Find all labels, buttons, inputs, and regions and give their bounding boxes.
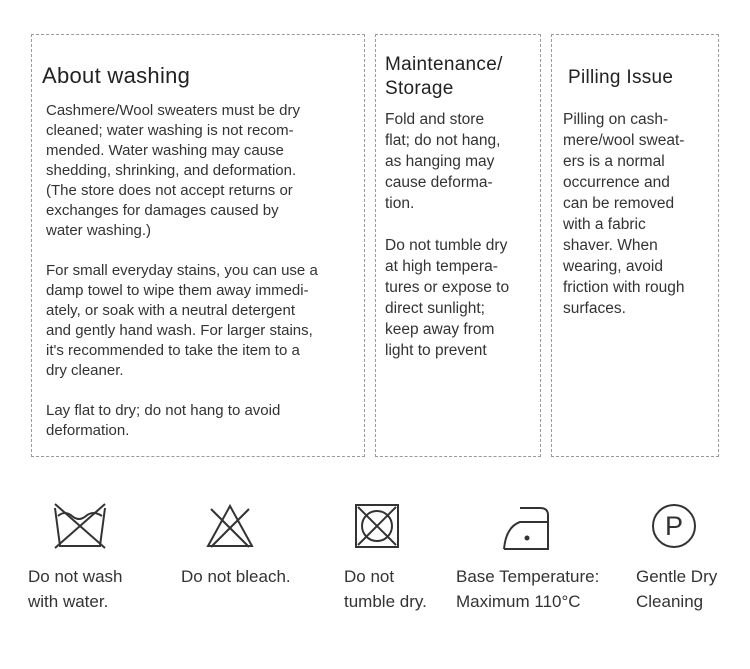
maintenance-paragraph-fold: Fold and store flat; do not hang, as hanging may cause deforma- tion. bbox=[385, 111, 501, 212]
washing-paragraph-stains: For small everyday stains, you can use a damp towel to wipe them away immedi- ately, or soak with a neutral detergent and gently hand wash. For larger stains, it's recommended to take the item to a dry cleaner. bbox=[46, 262, 318, 379]
maintenance-storage-body bbox=[385, 109, 540, 382]
iron-low-temperature-icon bbox=[502, 505, 550, 551]
maintenance-storage-panel bbox=[375, 34, 541, 457]
professional-dry-clean-p-icon bbox=[650, 502, 698, 550]
do-not-tumble-dry-label: Do not tumble dry. bbox=[344, 567, 427, 611]
dry-clean-letter: P bbox=[664, 511, 684, 541]
pilling-paragraph: Pilling on cash- mere/wool sweat- ers is a normal occurrence and can be removed with a fabric shaver. When wearing, avoid friction with rough surfaces. bbox=[563, 111, 685, 317]
maintenance-paragraph-tumble: Do not tumble dry at high tempera- tures or expose to direct sunlight; keep away from light to prevent bbox=[385, 237, 510, 359]
do-not-tumble-dry-icon bbox=[354, 503, 400, 549]
about-washing-body bbox=[46, 101, 366, 461]
about-washing-panel bbox=[31, 34, 365, 457]
do-not-bleach-label: Do not bleach. bbox=[181, 567, 291, 586]
maintenance-storage-title: Maintenance/ Storage bbox=[385, 54, 503, 99]
pilling-issue-panel bbox=[551, 34, 719, 457]
do-not-wash-icon bbox=[52, 500, 108, 550]
pilling-issue-title: Pilling Issue bbox=[568, 67, 674, 88]
do-not-bleach-icon bbox=[205, 503, 255, 549]
washing-paragraph-dry-clean: Cashmere/Wool sweaters must be dry cleaned; water washing is not recom- mended. Water washing may cause shedding, shrinking, and deformation. (The store does not accept returns or exchanges for damages caused by water washing.) bbox=[46, 102, 300, 239]
gentle-dry-clean-label: Gentle Dry Cleaning bbox=[636, 567, 718, 611]
about-washing-title: About washing bbox=[42, 63, 191, 88]
pilling-issue-body bbox=[563, 109, 718, 319]
do-not-wash-label: Do not wash with water. bbox=[28, 567, 123, 611]
washing-paragraph-lay-flat: Lay flat to dry; do not hang to avoid deformation. bbox=[46, 402, 281, 439]
iron-temperature-label: Base Temperature: Maximum 110°C bbox=[456, 567, 600, 611]
